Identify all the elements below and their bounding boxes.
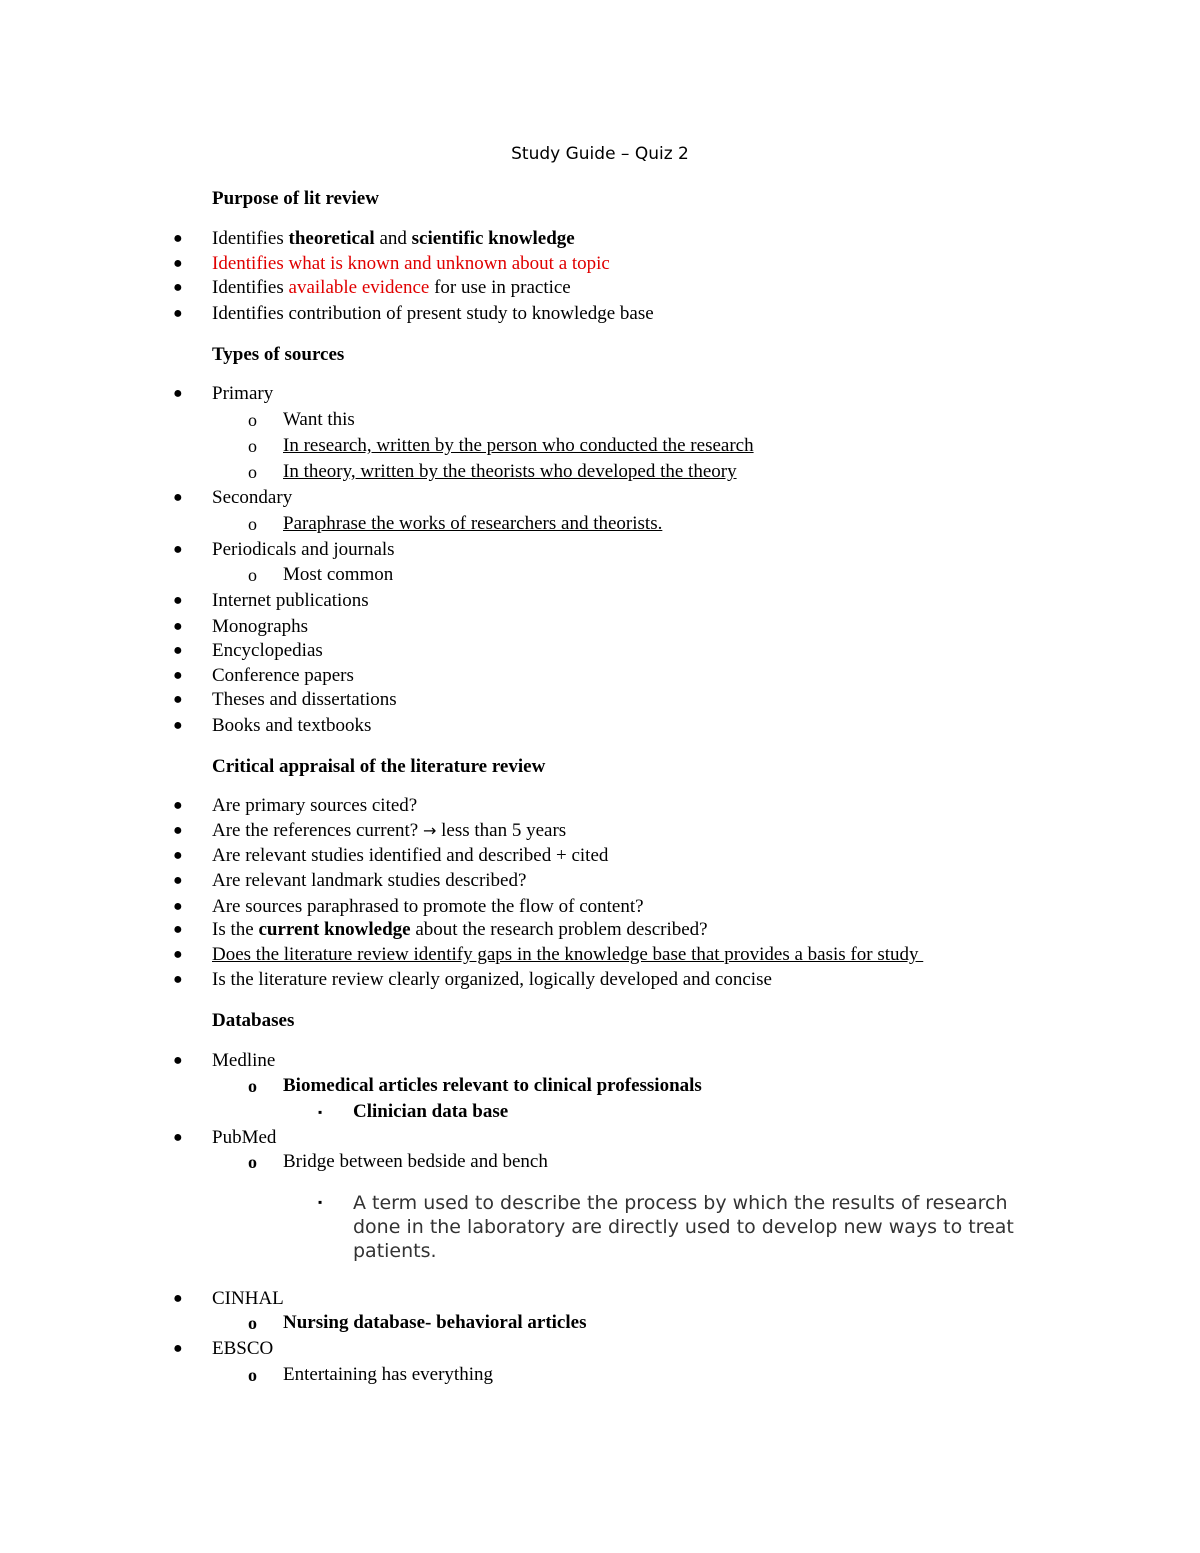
bullet-icon: ● [173,541,183,558]
arrow-right-icon: → [422,821,437,840]
bullet-icon: ● [173,255,183,272]
bullet-icon: ● [173,642,183,659]
heading-databases: Databases [212,1010,295,1031]
circle-bullet-icon: o [248,410,257,430]
bullet-icon: ● [173,592,183,609]
bullet-icon: ● [173,971,183,988]
circle-bullet-icon: o [248,1152,257,1172]
bullet-icon: ● [173,618,183,635]
document-title: Study Guide – Quiz 2 [511,144,689,164]
bullet-icon: ● [173,230,183,247]
bullet-icon: ● [173,847,183,864]
heading-appraisal: Critical appraisal of the literature review [212,756,546,777]
square-bullet-icon: ▪ [318,1105,323,1119]
bullet-icon: ● [173,691,183,708]
bullet-icon: ● [173,921,183,938]
bullet-icon: ● [173,1340,183,1357]
bullet-icon: ● [173,1129,183,1146]
bullet-icon: ● [173,717,183,734]
circle-bullet-icon: o [248,514,257,534]
square-bullet-icon: ▪ [318,1195,323,1209]
circle-bullet-icon: o [248,1313,257,1333]
circle-bullet-icon: o [248,1365,257,1385]
bullet-icon: ● [173,797,183,814]
bullet-icon: ● [173,946,183,963]
bullet-icon: ● [173,1290,183,1307]
bullet-icon: ● [173,305,183,322]
circle-bullet-icon: o [248,1076,257,1096]
bullet-icon: ● [173,667,183,684]
circle-bullet-icon: o [248,436,257,456]
bullet-icon: ● [173,1052,183,1069]
bullet-icon: ● [173,822,183,839]
bullet-icon: ● [173,489,183,506]
bullet-icon: ● [173,279,183,296]
circle-bullet-icon: o [248,462,257,482]
document-page: Study Guide – Quiz 2 Purpose of lit review ● Identifies theoretical and scientific knowledge ● Identifies what is known and unknown about a topic ● Identifies available evidence for use in practice ● Identifies contribution of present study to knowledge base Types of sources ● Primary o Want this o In research, written by the person who conducted the research o In theory, written by the theorists who developed the theory ● Secondary o Paraphrase the works of researchers and theorists. ● Periodicals and journals o Most common ● Internet publications ● Monographs ● Encyclopedias ● Conference papers ● Theses and dissertations ● Books and textbooks Critical appraisal of the literature review ● Are primary sources cited? ● Are the references current? → less than 5 years ● Are relevant studies identified and described + cited ● Are relevant landmark studies described? ● Are sources paraphrased to promote the flow of content? ● Is the current knowledge about the research problem described? ● Does the literature review identify gaps in the knowledge base that provides a basis for study ● Is the literature review clearly organized, logically developed and concise Databases ● Medline o Biomedical articles relevant to clinical professionals ▪ Clinician data base ● PubMed o Bridge between bedside and bench ▪ A term used to describe the process by which the results of research done in the laboratory are directly used to develop new ways to treat patients. ● CINHAL o Nursing database- behavioral articles ● EBSCO o Entertaining has everything [0,0,1200,1553]
heading-purpose: Purpose of lit review [212,188,379,209]
bullet-icon: ● [173,385,183,402]
bullet-icon: ● [173,872,183,889]
heading-sources: Types of sources [212,344,345,365]
bullet-icon: ● [173,898,183,915]
circle-bullet-icon: o [248,565,257,585]
